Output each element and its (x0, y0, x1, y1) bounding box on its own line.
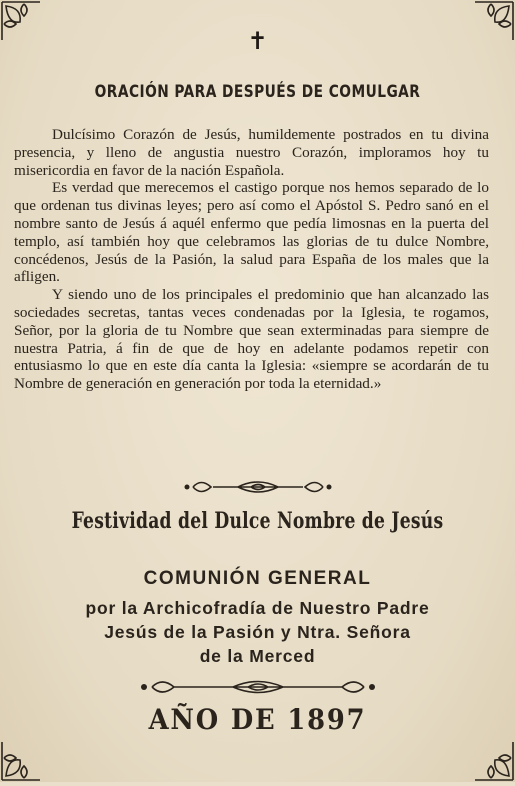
prayer-paragraph: Es verdad que merecemos el castigo porque nos hemos separado de lo que ordenan tus divinas leyes; pero así como el Apóstol S. Pedro sanó en el nombre santo de Jesús á aquél enfermo que pedía limosnas en la puerta del templo, así también hoy que celebramos las glorias de tu dulce Nombre, concédenos, Jesús de la Pasión, la salud para España de los males que la afligen. (14, 179, 489, 286)
organizer-line: de la Merced (199, 646, 316, 666)
cross-icon: ✝ (247, 27, 268, 55)
divider-ornament (0, 676, 515, 702)
communion-heading: COMUNIÓN GENERAL (143, 568, 372, 589)
organizer-line: Jesús de la Pasión y Ntra. Señora (104, 622, 411, 642)
festivity-heading: Festividad del Dulce Nombre de Jesús (71, 508, 444, 534)
prayer-title: ORACIÓN PARA DESPUÉS DE COMULGAR (94, 82, 421, 102)
prayer-text (14, 126, 489, 393)
organizer-line: por la Archicofradía de Nuestro Padre (85, 598, 430, 618)
prayer-paragraph: Dulcísimo Corazón de Jesús, humildemente postrados en tu divina presencia, y lleno de angustia nuestro Corazón, imploramos hoy tu misericordia en favor de la nación Española. (14, 126, 489, 179)
year-heading: AÑO DE 1897 (148, 703, 367, 736)
organizer-text (0, 596, 515, 668)
prayer-paragraph: Y siendo uno de los principales el predominio que han alcanzado las sociedades secretas, tantas veces condenadas por la Iglesia, te rogamos, Señor, por la gloria de tu Nombre que sean exterminadas para siempre de nuestra Patria, á fin de que de hoy en adelante podamos repetir con entusiasmo lo que en este día canta la Iglesia: «siempre se acordarán de tu Nombre de generación en generación por toda la eternidad.» (14, 286, 489, 393)
divider-ornament (0, 476, 515, 502)
